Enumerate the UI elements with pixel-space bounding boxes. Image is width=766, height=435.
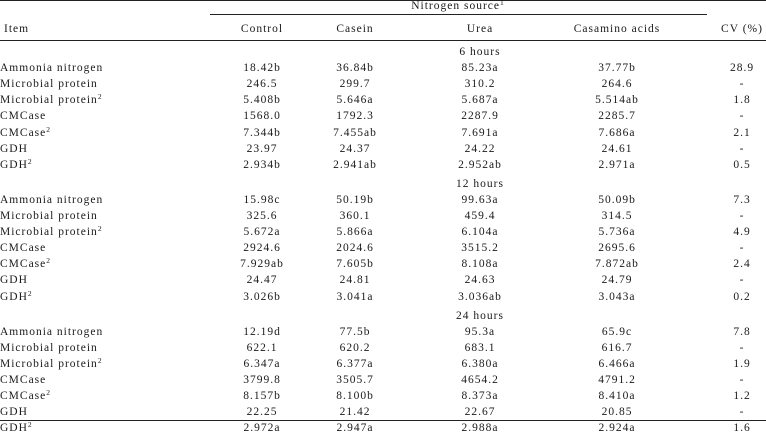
table-cell: 23.97 — [246, 142, 278, 155]
row-label: GDH$^2$ — [0, 288, 33, 303]
table-cell: 6.347a — [243, 357, 281, 370]
table-cell: - — [739, 374, 745, 386]
table-cell: 7.605b — [336, 258, 374, 271]
table-cell: 7.872ab — [595, 258, 639, 271]
column-header: Urea — [466, 23, 494, 35]
table-cell: - — [739, 274, 745, 287]
table-cell: 2.924a — [598, 422, 636, 435]
table-cell: 5.646a — [336, 94, 374, 107]
table-cell: 22.67 — [464, 406, 496, 419]
table-cell: 15.98c — [243, 193, 281, 206]
table-cell: 7.8 — [733, 325, 751, 338]
table-cell: 0.5 — [733, 158, 751, 171]
table-cell: 24.47 — [246, 274, 278, 287]
table-cell: 1.2 — [733, 390, 751, 403]
table-cell: 2924.6 — [243, 242, 281, 255]
table-cell: 3.043a — [598, 290, 636, 303]
table-cell: 616.7 — [601, 341, 633, 354]
table-cell: 24.63 — [464, 274, 496, 287]
table-cell: 7.691a — [461, 126, 499, 139]
row-label: CMCase — [0, 110, 47, 123]
row-label: GDH — [0, 274, 28, 287]
table-cell: 3515.2 — [461, 242, 499, 255]
section-title: 24 hours — [456, 309, 504, 322]
table-cell: 264.6 — [601, 78, 633, 91]
table-cell: 24.81 — [339, 274, 371, 287]
table-cell: 4.9 — [733, 226, 751, 239]
table-cell: 8.157b — [243, 390, 281, 403]
header-rule — [0, 40, 766, 41]
table-cell: 620.2 — [339, 341, 371, 354]
row-label: Ammonia nitrogen — [0, 325, 104, 338]
table-cell: 7.686a — [598, 126, 636, 139]
table-cell: 18.42b — [243, 62, 281, 75]
row-label: Microbial protein$^2$ — [0, 355, 103, 370]
table-cell: 2287.9 — [461, 110, 499, 123]
table-top-rule — [0, 0, 766, 1]
table-cell: 2695.6 — [598, 242, 636, 255]
table-cell: - — [739, 341, 745, 354]
table-cell: - — [739, 78, 745, 91]
section-title: 12 hours — [456, 177, 504, 190]
column-header: Control — [240, 23, 284, 35]
table-cell: 7.3 — [733, 193, 751, 206]
table-cell: - — [739, 210, 745, 222]
table-cell: 28.9 — [729, 62, 755, 75]
row-label: Microbial protein$^2$ — [0, 224, 103, 239]
row-label: Microbial protein — [0, 78, 98, 91]
section-title: 6 hours — [459, 46, 501, 58]
table-cell: 2.934b — [243, 158, 281, 171]
table-cell: 622.1 — [246, 341, 278, 354]
column-header: Casein — [336, 23, 374, 35]
table-cell: 36.84b — [336, 62, 374, 75]
table-cell: 3505.7 — [336, 374, 374, 386]
table-cell: 1568.0 — [243, 110, 281, 123]
column-header: Casamino acids — [573, 23, 661, 35]
row-label: GDH — [0, 406, 28, 419]
group-header: Nitrogen source$^1$ — [411, 0, 505, 12]
table-cell: 683.1 — [464, 341, 496, 354]
table-cell: 4791.2 — [598, 374, 636, 386]
table-cell: 2.988a — [461, 422, 499, 435]
column-header: CV (%) — [721, 23, 763, 35]
table-cell: 1.6 — [733, 422, 751, 435]
table-cell: 2.4 — [733, 258, 751, 271]
table-cell: 2.971a — [598, 158, 636, 171]
table-cell: 21.42 — [339, 406, 371, 419]
row-label: Ammonia nitrogen — [0, 62, 104, 75]
table-cell: 5.687a — [461, 94, 499, 107]
table-cell: 3.036ab — [458, 290, 502, 303]
table-cell: 4654.2 — [461, 374, 499, 386]
row-label: Microbial protein$^2$ — [0, 92, 103, 107]
table-cell: 6.380a — [461, 357, 499, 370]
footnote-marker: 2 — [27, 156, 33, 166]
row-label: CMCase$^2$ — [0, 388, 51, 403]
table-cell: 99.63a — [461, 193, 499, 206]
table-cell: 6.466a — [598, 357, 636, 370]
table-cell: 5.408b — [243, 94, 281, 107]
table-cell: 24.37 — [339, 142, 371, 155]
row-label: CMCase$^2$ — [0, 124, 51, 139]
table-cell: 246.5 — [246, 78, 278, 91]
table-cell: - — [739, 110, 745, 123]
row-label: GDH — [0, 142, 28, 155]
table-cell: 6.104a — [461, 226, 499, 239]
table-cell: - — [739, 242, 745, 255]
table-cell: 8.108a — [461, 258, 499, 271]
table-cell: 8.373a — [461, 390, 499, 403]
table-cell: 2.947a — [336, 422, 374, 435]
row-label: GDH$^2$ — [0, 156, 33, 171]
table-cell: 22.25 — [246, 406, 278, 419]
row-label: CMCase$^2$ — [0, 256, 51, 271]
table-cell: 5.866a — [336, 226, 374, 239]
table-cell: 65.9c — [601, 325, 633, 338]
table-cell: - — [739, 406, 745, 419]
table-cell: 95.3a — [464, 325, 496, 338]
row-label: Ammonia nitrogen — [0, 193, 104, 206]
footnote-marker: 2 — [27, 288, 33, 298]
table-cell: 7.344b — [243, 126, 281, 139]
table-cell: 20.85 — [601, 406, 633, 419]
footnote-marker: 2 — [46, 124, 51, 134]
table-cell: 3799.8 — [243, 374, 281, 386]
table-cell: 12.19d — [243, 325, 281, 338]
table-cell: 7.929ab — [240, 258, 284, 271]
row-label: GDH$^2$ — [0, 420, 33, 435]
table-cell: 2.972a — [243, 422, 281, 435]
table-cell: 5.672a — [243, 226, 281, 239]
table-cell: - — [739, 142, 745, 155]
table-cell: 2.941ab — [333, 158, 377, 171]
table-cell: 2285.7 — [598, 110, 636, 123]
footnote-marker: 2 — [27, 420, 33, 430]
footnote-marker: 2 — [97, 224, 103, 234]
table-cell: 325.6 — [246, 210, 278, 222]
table-cell: 2.952ab — [458, 158, 502, 171]
footnote-marker: 2 — [46, 388, 51, 398]
table-cell: 1792.3 — [336, 110, 374, 123]
table-cell: 24.22 — [464, 142, 496, 155]
table-cell: 24.61 — [601, 142, 633, 155]
row-label: Microbial protein — [0, 210, 98, 222]
table-cell: 459.4 — [464, 210, 496, 222]
row-label: Microbial protein — [0, 341, 98, 354]
footnote-marker: 2 — [46, 256, 51, 266]
table-cell: 77.5b — [339, 325, 371, 338]
row-label: CMCase — [0, 374, 47, 386]
table-cell: 5.736a — [598, 226, 636, 239]
table-cell: 1.9 — [733, 357, 751, 370]
footnote-marker: 1 — [500, 0, 505, 7]
table-cell: 310.2 — [464, 78, 496, 91]
table-cell: 2024.6 — [336, 242, 374, 255]
table-cell: 5.514ab — [595, 94, 639, 107]
table-cell: 8.410a — [598, 390, 636, 403]
table-cell: 7.455ab — [333, 126, 377, 139]
footnote-marker: 2 — [97, 355, 103, 365]
table-cell: 6.377a — [336, 357, 374, 370]
row-label: CMCase — [0, 242, 47, 255]
column-header: Item — [4, 23, 30, 35]
table-cell: 37.77b — [598, 62, 636, 75]
table-cell: 50.09b — [598, 193, 636, 206]
table-cell: 1.8 — [733, 94, 751, 107]
footnote-marker: 2 — [97, 92, 103, 102]
table-cell: 8.100b — [336, 390, 374, 403]
table-cell: 314.5 — [601, 210, 633, 222]
table-cell: 2.1 — [733, 126, 751, 139]
table-cell: 50.19b — [336, 193, 374, 206]
table-cell: 299.7 — [339, 78, 371, 91]
table-cell: 360.1 — [339, 210, 371, 222]
table-cell: 3.041a — [336, 290, 374, 303]
group-header-rule — [210, 14, 707, 15]
table-cell: 24.79 — [601, 274, 633, 287]
table-cell: 85.23a — [461, 62, 499, 75]
table-cell: 0.2 — [733, 290, 751, 303]
table-cell: 3.026b — [243, 290, 281, 303]
